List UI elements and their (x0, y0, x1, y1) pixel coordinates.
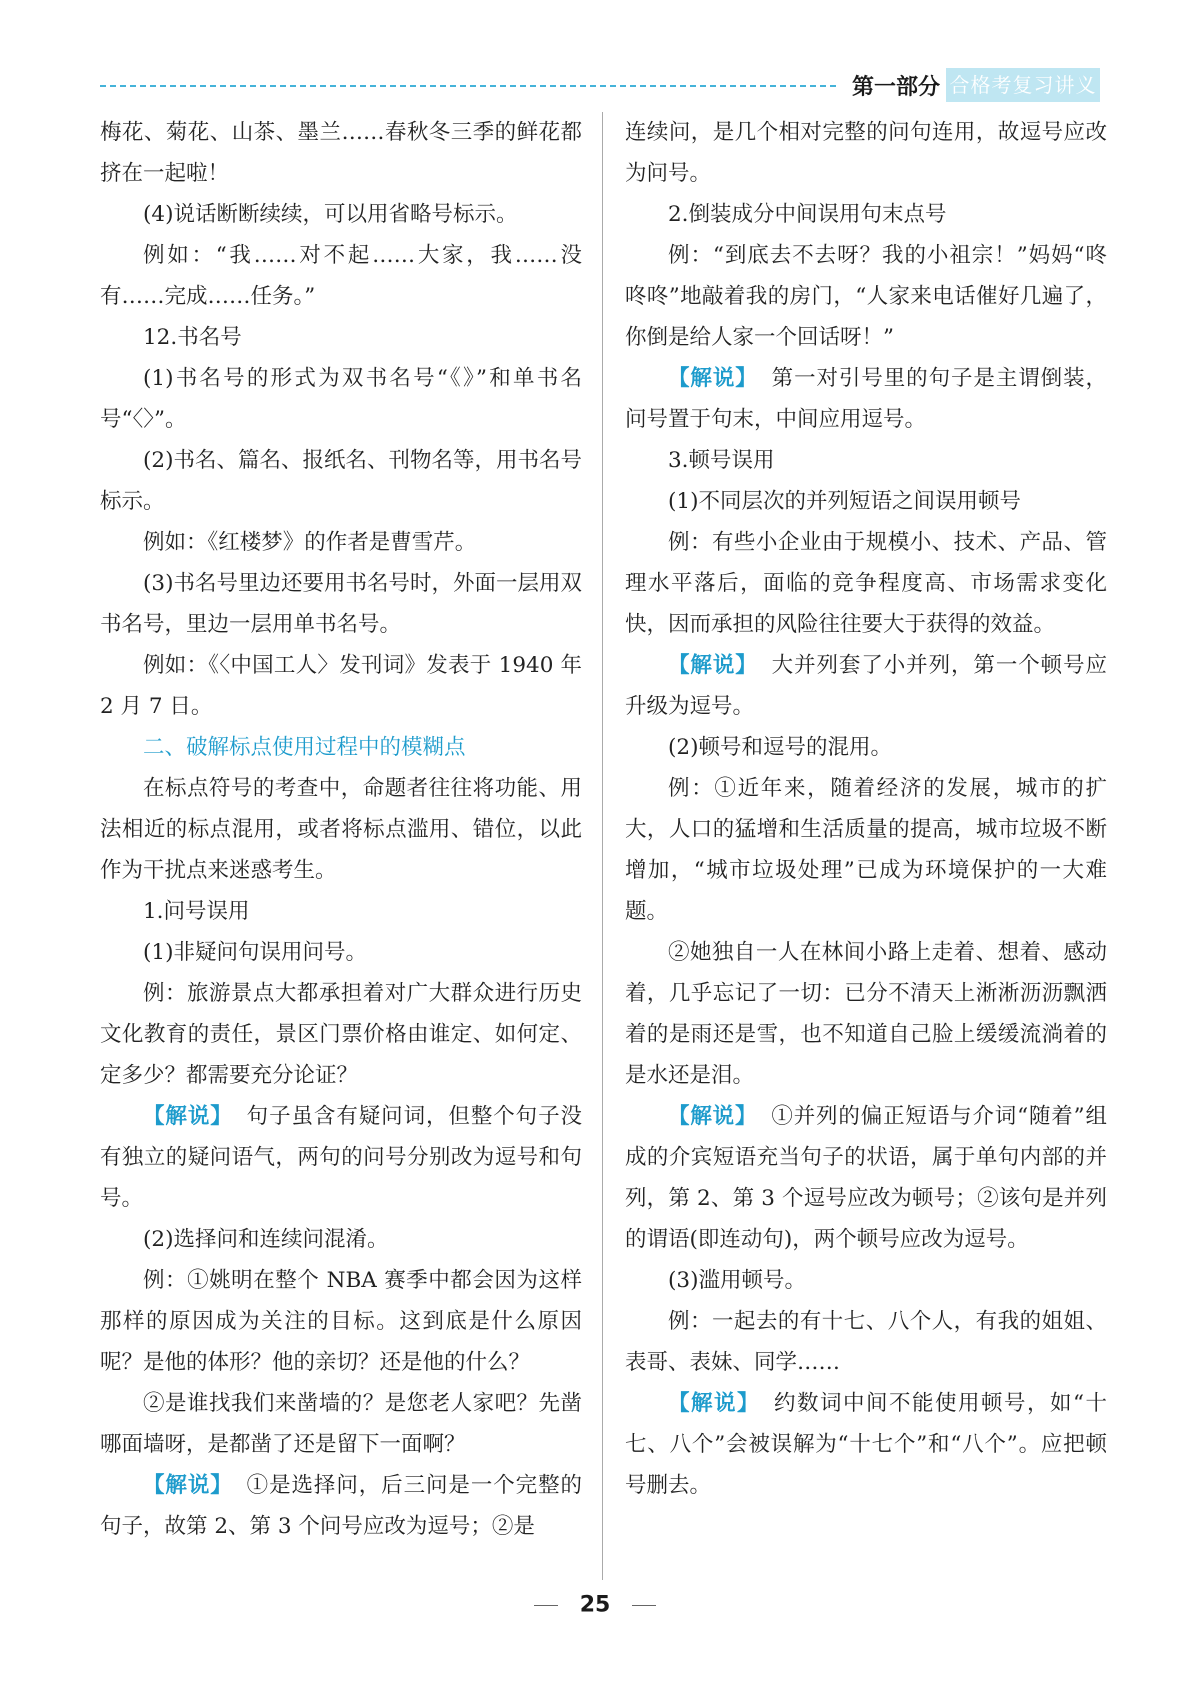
explanation-tag: 【解说】 (143, 1473, 233, 1498)
explanation-text: ①并列的偏正短语与介词“随着”组成的介宾短语充当句子的状语，属于单句内部的并列，第 2、第 3 个逗号应改为顿号；②该句是并列的谓语(即连动句)，两个顿号应改为逗号。 (625, 1104, 1107, 1252)
paragraph: (2)选择问和连续问混淆。 (143, 1227, 389, 1252)
example-paragraph: 例：①近年来，随着经济的发展，城市的扩大，人口的猛增和生活质量的提高，城市垃圾不断增加，“城市垃圾处理”已成为环境保护的一大难题。 (625, 776, 1107, 924)
left-column (100, 112, 582, 1547)
subheading: 3.顿号误用 (668, 448, 775, 473)
subheading: 12.书名号 (143, 325, 242, 350)
subheading: 2.倒装成分中间误用句末点号 (668, 202, 947, 227)
explanation-tag: 【解说】 (143, 1104, 233, 1129)
paragraph: (3)滥用顿号。 (668, 1268, 806, 1293)
section-title: 二、破解标点使用过程中的模糊点 (143, 735, 466, 760)
explanation-paragraph (625, 358, 1107, 440)
subheading: 1.问号误用 (143, 899, 250, 924)
right-column (625, 112, 1107, 1506)
paragraph: 连续问，是几个相对完整的问句连用，故逗号应改为问号。 (625, 120, 1107, 186)
paragraph: (1)不同层次的并列短语之间误用顿号 (668, 489, 1021, 514)
paragraph: (1)非疑问句误用问号。 (143, 940, 367, 965)
explanation-paragraph (625, 1383, 1107, 1506)
paragraph: (2)顿号和逗号的混用。 (668, 735, 892, 760)
example-paragraph: 例如：《〈中国工人〉发刊词》发表于 1940 年 2 月 7 日。 (100, 653, 582, 719)
explanation-text: 第一对引号里的句子是主谓倒装，问号置于句末，中间应用逗号。 (625, 366, 1107, 432)
explanation-tag: 【解说】 (668, 653, 758, 678)
paragraph: (1)书名号的形式为双书名号“《》”和单书名号“〈〉”。 (100, 366, 582, 432)
header-part-label: 第一部分 (852, 75, 941, 100)
example-paragraph: ②是谁找我们来凿墙的？是您老人家吧？先凿哪面墙呀，是都凿了还是留下一面啊？ (100, 1391, 582, 1457)
page-footer (0, 1592, 1190, 1618)
footer-dash-left (534, 1605, 558, 1606)
explanation-tag: 【解说】 (668, 1391, 760, 1416)
explanation-tag: 【解说】 (668, 1104, 758, 1129)
header-dashed-rule (100, 85, 836, 87)
explanation-text: ①是选择问，后三问是一个完整的句子，故第 2、第 3 个问号应改为逗号；②是 (100, 1473, 582, 1539)
page-number: 25 (579, 1592, 611, 1618)
paragraph: 梅花、菊花、山茶、墨兰……春秋冬三季的鲜花都挤在一起啦！ (100, 120, 582, 186)
explanation-text: 大并列套了小并列，第一个顿号应升级为逗号。 (625, 653, 1107, 719)
example-paragraph: ②她独自一人在林间小路上走着、想着、感动着，几乎忘记了一切：已分不清天上淅淅沥沥飘洒着的是雨还是雪，也不知道自己脸上缓缓流淌着的是水还是泪。 (625, 940, 1107, 1088)
explanation-paragraph (100, 1096, 582, 1219)
explanation-paragraph (625, 645, 1107, 727)
explanation-paragraph (100, 1465, 582, 1547)
explanation-text: 约数词中间不能使用顿号，如“十七、八个”会被误解为“十七个”和“八个”。应把顿号删去。 (625, 1391, 1107, 1498)
example-paragraph: 例如：《红楼梦》的作者是曹雪芹。 (143, 530, 477, 555)
paragraph: 在标点符号的考查中，命题者往往将功能、用法相近的标点混用，或者将标点滥用、错位，以此作为干扰点来迷惑考生。 (100, 776, 582, 883)
paragraph: (4)说话断断续续，可以用省略号标示。 (143, 202, 518, 227)
example-paragraph: 例：“到底去不去呀？我的小祖宗！”妈妈“咚咚咚”地敲着我的房门，“人家来电话催好几遍了，你倒是给人家一个回话呀！” (625, 243, 1107, 350)
column-divider (602, 112, 603, 1580)
example-paragraph: 例如：“我……对不起……大家，我……没有……完成……任务。” (100, 243, 582, 309)
paragraph: (3)书名号里边还要用书名号时，外面一层用双书名号，里边一层用单书名号。 (100, 571, 582, 637)
footer-dash-right (632, 1605, 656, 1606)
header-series-badge: 合格考复习讲义 (946, 68, 1100, 102)
explanation-paragraph (625, 1096, 1107, 1260)
example-paragraph: 例：有些小企业由于规模小、技术、产品、管理水平落后，面临的竞争程度高、市场需求变化快，因而承担的风险往往要大于获得的效益。 (625, 530, 1107, 637)
example-paragraph: 例：①姚明在整个 NBA 赛季中都会因为这样那样的原因成为关注的目标。这到底是什么原因呢？是他的体形？他的亲切？还是他的什么？ (100, 1268, 582, 1375)
explanation-text: 句子虽含有疑问词，但整个句子没有独立的疑问语气，两句的问号分别改为逗号和句号。 (100, 1104, 582, 1211)
page-header (100, 68, 1100, 108)
example-paragraph: 例：一起去的有十七、八个人，有我的姐姐、表哥、表妹、同学…… (625, 1309, 1107, 1375)
example-paragraph: 例：旅游景点大都承担着对广大群众进行历史文化教育的责任，景区门票价格由谁定、如何定、定多少？都需要充分论证？ (100, 981, 582, 1088)
paragraph: (2)书名、篇名、报纸名、刊物名等，用书名号标示。 (100, 448, 582, 514)
explanation-tag: 【解说】 (668, 366, 758, 391)
